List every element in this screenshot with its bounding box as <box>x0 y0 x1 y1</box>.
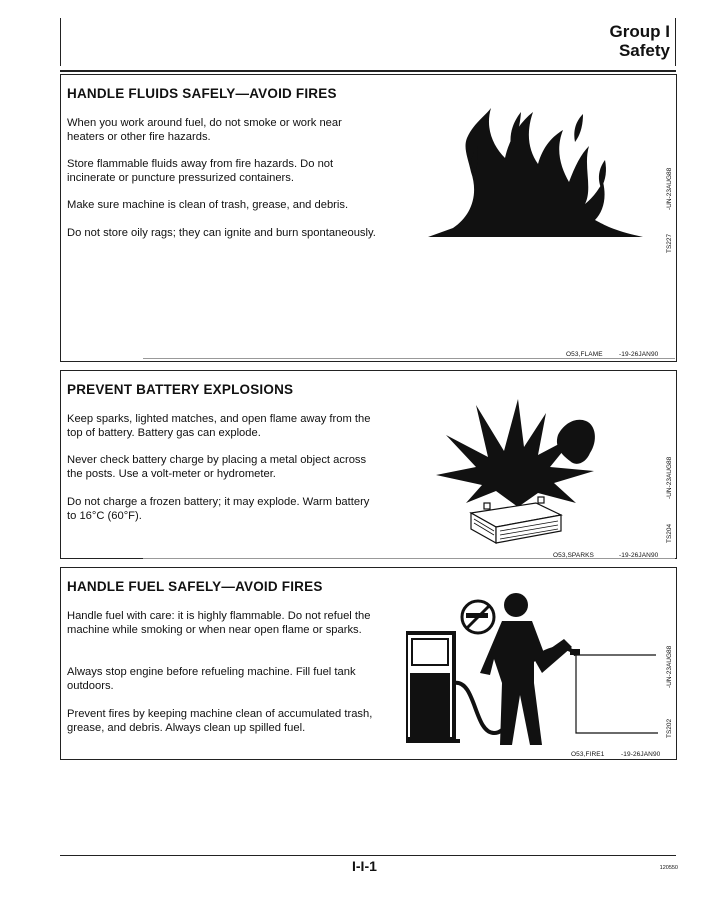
section-title: HANDLE FLUIDS SAFELY—AVOID FIRES <box>67 86 337 101</box>
ref-rule <box>143 558 675 559</box>
group-label: Group I <box>609 22 670 41</box>
paragraph: Store flammable fluids away from fire hazards. Do not incinerate or puncture pressurized containers. <box>67 158 334 184</box>
header-right-rule <box>675 18 676 66</box>
safety-section-fuel <box>60 567 677 760</box>
ref-code: O53,SPARKS <box>553 552 594 559</box>
paragraph: Make sure machine is clean of trash, grease, and debris. <box>67 199 349 211</box>
ref-code: O53,FLAME <box>566 351 603 358</box>
ref-date: -19-26JAN90 <box>621 751 661 758</box>
section-title: PREVENT BATTERY EXPLOSIONS <box>67 382 294 397</box>
page-number: I-I-1 <box>352 858 377 874</box>
figure-date: -UN-23AUG88 <box>666 167 673 210</box>
footer-rule <box>60 855 676 856</box>
paragraph: Never check battery charge by placing a metal object across the posts. Use a volt-meter or hydrometer. <box>67 454 367 480</box>
paragraph: Always stop engine before refueling machine. Fill fuel tank outdoors. <box>67 666 356 692</box>
refueling-icon <box>406 583 666 748</box>
paragraph: Prevent fires by keeping machine clean of accumulated trash, grease, and debris. Always clean up spilled fuel. <box>67 708 373 734</box>
paragraph: Do not charge a frozen battery; it may explode. Warm battery to 16°C (60°F). <box>67 496 370 522</box>
safety-section-battery <box>60 370 677 559</box>
ref-code: O53,FIRE1 <box>571 751 605 758</box>
figure-date: -UN-23AUG88 <box>666 456 673 499</box>
paragraph: Do not store oily rags; they can ignite and burn spontaneously. <box>67 227 376 239</box>
group-heading <box>610 22 670 60</box>
footer-code: 120550 <box>659 865 678 871</box>
figure-date: -UN-23AUG88 <box>666 645 673 688</box>
header-bottom-rule <box>60 70 676 72</box>
section-label: Safety <box>618 41 670 60</box>
header-left-rule <box>60 18 61 66</box>
paragraph: Keep sparks, lighted matches, and open flame away from the top of battery. Battery gas can explode. <box>67 413 371 439</box>
figure-id: TS204 <box>666 523 673 543</box>
ref-date: -19-26JAN90 <box>619 552 659 559</box>
paragraph: Handle fuel with care: it is highly flammable. Do not refuel the machine while smoking or when near open flame or sparks. <box>67 610 371 636</box>
paragraph: When you work around fuel, do not smoke or work near heaters or other fire hazards. <box>67 117 342 143</box>
flame-icon <box>423 100 648 240</box>
safety-section-fluids <box>60 74 677 362</box>
battery-explosion-icon <box>426 395 626 545</box>
figure-id: TS202 <box>666 718 673 738</box>
figure-id: TS227 <box>666 233 673 253</box>
ref-rule <box>143 358 675 359</box>
section-title: HANDLE FUEL SAFELY—AVOID FIRES <box>67 579 323 594</box>
ref-date: -19-26JAN90 <box>619 351 659 358</box>
